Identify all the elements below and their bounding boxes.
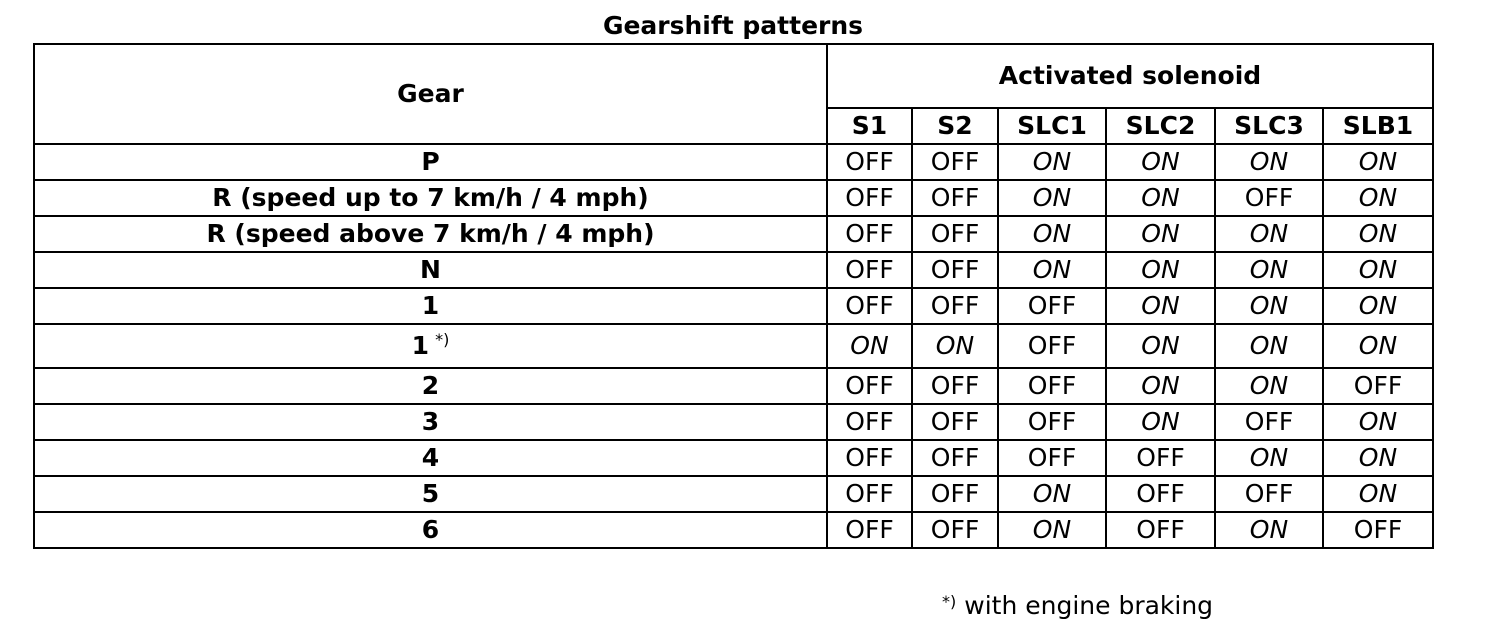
table-row	[34, 216, 1433, 252]
gear-cell	[34, 144, 827, 180]
activated-solenoid-header: Activated solenoid	[827, 44, 1433, 108]
solenoid-state-slc1: OFF	[998, 404, 1106, 440]
gear-column-header: Gear	[34, 44, 827, 144]
gear-label: 4	[421, 443, 440, 472]
footnote-text: with engine braking	[964, 591, 1214, 620]
solenoid-state-slc1: ON	[998, 180, 1106, 216]
gear-cell	[34, 440, 827, 476]
gear-cell	[34, 324, 827, 368]
solenoid-header-slc1: SLC1	[998, 108, 1106, 144]
solenoid-state-slc3: ON	[1215, 440, 1323, 476]
solenoid-state-slb1: ON	[1323, 476, 1433, 512]
solenoid-state-s2: OFF	[912, 180, 998, 216]
solenoid-state-slc1: ON	[998, 512, 1106, 548]
solenoid-header-slc2: SLC2	[1106, 108, 1215, 144]
gear-footnote-marker: *)	[435, 330, 450, 349]
solenoid-state-slc3: ON	[1215, 288, 1323, 324]
solenoid-state-slc1: OFF	[998, 288, 1106, 324]
gear-label: 1	[411, 331, 430, 360]
gear-cell	[34, 216, 827, 252]
footnote-marker: *)	[942, 592, 957, 611]
page-title: Gearshift patterns	[602, 11, 864, 40]
solenoid-state-s1: OFF	[827, 512, 912, 548]
gear-label: N	[420, 255, 441, 284]
solenoid-state-slc1: OFF	[998, 368, 1106, 404]
solenoid-state-slc1: ON	[998, 144, 1106, 180]
solenoid-state-slc2: ON	[1106, 180, 1215, 216]
solenoid-state-slc3: ON	[1215, 324, 1323, 368]
header-row-top	[34, 44, 1433, 108]
gear-label: 6	[421, 515, 440, 544]
table-row	[34, 512, 1433, 548]
gear-label: 2	[421, 371, 440, 400]
solenoid-state-s1: OFF	[827, 180, 912, 216]
gear-label: 3	[421, 407, 440, 436]
solenoid-state-slb1: ON	[1323, 144, 1433, 180]
solenoid-state-s2: OFF	[912, 476, 998, 512]
solenoid-state-slc3: ON	[1215, 512, 1323, 548]
footnote	[942, 590, 1213, 622]
solenoid-state-s1: ON	[827, 324, 912, 368]
solenoid-header-s2: S2	[912, 108, 998, 144]
solenoid-state-slc2: ON	[1106, 324, 1215, 368]
solenoid-state-s1: OFF	[827, 404, 912, 440]
solenoid-state-slc3: OFF	[1215, 180, 1323, 216]
solenoid-state-slc2: ON	[1106, 288, 1215, 324]
solenoid-state-s2: OFF	[912, 512, 998, 548]
solenoid-state-s2: OFF	[912, 404, 998, 440]
solenoid-state-slc3: OFF	[1215, 404, 1323, 440]
gear-label: R (speed up to 7 km/h / 4 mph)	[212, 183, 649, 212]
solenoid-state-slc2: ON	[1106, 404, 1215, 440]
solenoid-header-slb1: SLB1	[1323, 108, 1433, 144]
solenoid-state-slb1: ON	[1323, 180, 1433, 216]
solenoid-state-slc1: ON	[998, 216, 1106, 252]
solenoid-state-slc2: ON	[1106, 368, 1215, 404]
solenoid-state-slc2: OFF	[1106, 476, 1215, 512]
table-row	[34, 144, 1433, 180]
solenoid-state-s1: OFF	[827, 216, 912, 252]
solenoid-state-slc3: ON	[1215, 216, 1323, 252]
gearshift-table	[33, 43, 1434, 549]
gear-cell	[34, 404, 827, 440]
gear-label: 5	[421, 479, 440, 508]
gear-cell	[34, 512, 827, 548]
solenoid-state-slb1: OFF	[1323, 368, 1433, 404]
solenoid-state-s1: OFF	[827, 476, 912, 512]
table-row	[34, 288, 1433, 324]
solenoid-state-s1: OFF	[827, 288, 912, 324]
solenoid-state-slb1: ON	[1323, 404, 1433, 440]
solenoid-state-slc1: ON	[998, 252, 1106, 288]
gear-cell	[34, 252, 827, 288]
solenoid-state-slc2: OFF	[1106, 512, 1215, 548]
solenoid-state-s1: OFF	[827, 252, 912, 288]
table-row	[34, 324, 1433, 368]
solenoid-state-slc1: ON	[998, 476, 1106, 512]
solenoid-state-s1: OFF	[827, 368, 912, 404]
gear-cell	[34, 476, 827, 512]
solenoid-state-slc3: OFF	[1215, 476, 1323, 512]
solenoid-state-s2: OFF	[912, 440, 998, 476]
solenoid-header-s1: S1	[827, 108, 912, 144]
solenoid-header-slc3: SLC3	[1215, 108, 1323, 144]
solenoid-state-slb1: ON	[1323, 440, 1433, 476]
solenoid-state-slb1: ON	[1323, 252, 1433, 288]
table-body	[34, 144, 1433, 548]
solenoid-state-slc3: ON	[1215, 368, 1323, 404]
table-row	[34, 252, 1433, 288]
solenoid-state-slb1: ON	[1323, 288, 1433, 324]
table-row	[34, 368, 1433, 404]
solenoid-state-slc1: OFF	[998, 440, 1106, 476]
solenoid-state-slc2: ON	[1106, 216, 1215, 252]
solenoid-state-s2: OFF	[912, 216, 998, 252]
solenoid-state-slc3: ON	[1215, 144, 1323, 180]
table-row	[34, 440, 1433, 476]
gear-label: 1	[421, 291, 440, 320]
gear-cell	[34, 368, 827, 404]
gear-cell	[34, 180, 827, 216]
solenoid-state-slb1: OFF	[1323, 512, 1433, 548]
solenoid-state-slc1: OFF	[998, 324, 1106, 368]
solenoid-state-slc3: ON	[1215, 252, 1323, 288]
gear-label: P	[421, 147, 440, 176]
solenoid-state-slc2: ON	[1106, 144, 1215, 180]
solenoid-state-s1: OFF	[827, 440, 912, 476]
table-row	[34, 180, 1433, 216]
solenoid-state-s2: ON	[912, 324, 998, 368]
table-row	[34, 404, 1433, 440]
solenoid-state-slc2: OFF	[1106, 440, 1215, 476]
gear-cell	[34, 288, 827, 324]
solenoid-state-s1: OFF	[827, 144, 912, 180]
solenoid-state-slb1: ON	[1323, 216, 1433, 252]
gear-label: R (speed above 7 km/h / 4 mph)	[206, 219, 655, 248]
solenoid-state-s2: OFF	[912, 368, 998, 404]
solenoid-state-s2: OFF	[912, 252, 998, 288]
solenoid-state-slb1: ON	[1323, 324, 1433, 368]
solenoid-state-s2: OFF	[912, 288, 998, 324]
solenoid-state-slc2: ON	[1106, 252, 1215, 288]
solenoid-state-s2: OFF	[912, 144, 998, 180]
table-row	[34, 476, 1433, 512]
